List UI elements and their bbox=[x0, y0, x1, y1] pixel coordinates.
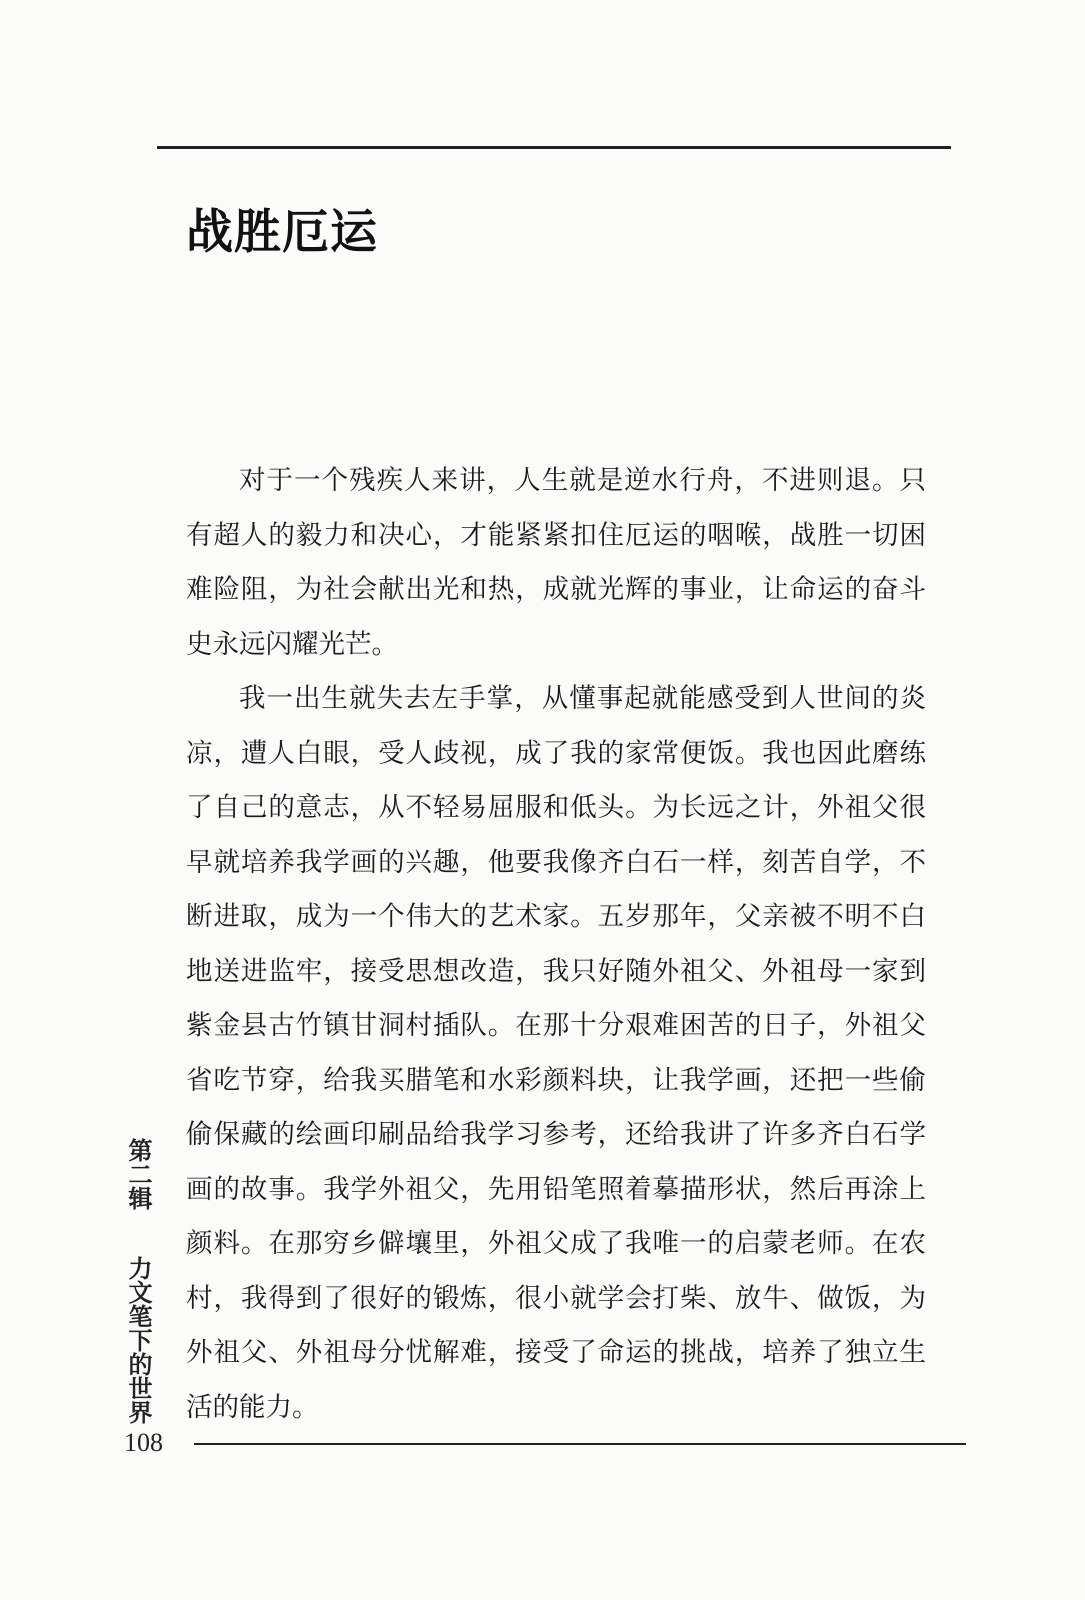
running-footer-vertical bbox=[124, 1138, 152, 1424]
chapter-title: 战胜厄运 bbox=[186, 205, 378, 260]
bottom-rule bbox=[194, 1443, 966, 1445]
book-title-label: 力文笔下的世界 bbox=[124, 1256, 152, 1424]
paragraph-1: 对于一个残疾人来讲，人生就是逆水行舟，不进则退。只有超人的毅力和决心，才能紧紧扣住厄运的咽喉，战胜一切困难险阻，为社会献出光和热，成就光辉的事业，让命运的奋斗史永远闪耀光芒。 bbox=[186, 465, 926, 660]
body-text bbox=[186, 454, 926, 1435]
paragraph-2: 我一出生就失去左手掌，从懂事起就能感受到人世间的炎凉，遭人白眼，受人歧视，成了我的家常便饭。我也因此磨练了自己的意志，从不轻易屈服和低头。为长远之计，外祖父很早就培养我学画的兴趣，他要我像齐白石一样，刻苦自学，不断进取，成为一个伟大的艺术家。五岁那年，父亲被不明不白地送进监牢，接受思想改造，我只好随外祖父、外祖母一家到紫金县古竹镇甘洞村插队。在那十分艰难困苦的日子，外祖父省吃节穿，给我买腊笔和水彩颜料块，让我学画，还把一些偷偷保藏的绘画印刷品给我学习参考，还给我讲了许多齐白石学画的故事。我学外祖父，先用铅笔照着摹描形状，然后再涂上颜料。在那穷乡僻壤里，外祖父成了我唯一的启蒙老师。在农村，我得到了很好的锻炼，很小就学会打柴、放牛、做饭，为外祖父、外祖母分忧解难，接受了命运的挑战，培养了独立生活的能力。 bbox=[186, 683, 926, 1423]
page-number: 108 bbox=[124, 1428, 163, 1457]
top-rule bbox=[157, 146, 951, 149]
section-label: 第二辑 bbox=[124, 1138, 152, 1210]
